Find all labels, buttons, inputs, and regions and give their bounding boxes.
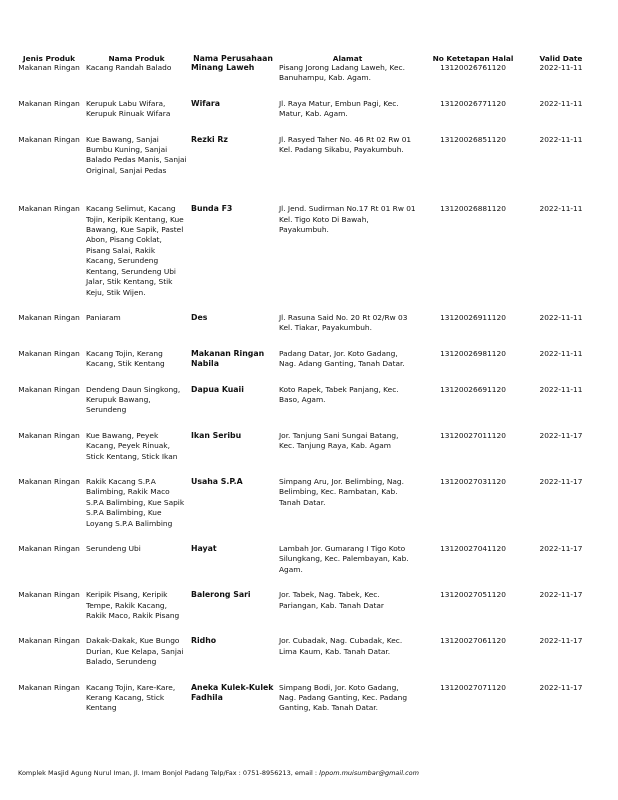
cell-nama-perusahaan: Ridho	[191, 636, 217, 646]
cell-jenis-produk: Makanan Ringan	[18, 348, 80, 358]
table-row	[14, 204, 594, 313]
cell-valid-date: 2022-11-17	[539, 476, 583, 486]
cell-jenis-produk: Makanan Ringan	[18, 636, 80, 646]
cell-jenis-produk: Makanan Ringan	[18, 544, 80, 553]
cell-alamat: Lambah Jor. Gumarang I Tigo Koto Silungkang, Kec. Palembayan, Kab. Agam.	[279, 544, 409, 574]
cell-nama-produk: Kacang Tojin, Kerang Kacang, Stik Kentang	[86, 348, 165, 369]
cell-alamat: Pisang Jorong Ladang Laweh, Kec. Banuhampu, Kab. Agam.	[279, 63, 405, 83]
table-body	[14, 63, 594, 729]
table-row	[14, 385, 594, 431]
cell-nama-produk: Kacang Tojin, Kare-Kare, Kerang Kacang, Stick Kentang	[86, 682, 176, 713]
cell-valid-date: 2022-11-17	[539, 430, 583, 440]
cell-nama-produk: Keripik Pisang, Keripik Tempe, Rakik Kacang, Rakik Maco, Rakik Pisang	[86, 590, 180, 621]
cell-alamat: Simpang Aru, Jor. Belimbing, Nag. Belimbing, Kec. Rambatan, Kab. Tanah Datar.	[279, 476, 404, 507]
cell-no-ketetapan-halal: 13120026881120	[440, 204, 506, 214]
cell-valid-date: 2022-11-17	[539, 590, 583, 600]
cell-jenis-produk: Makanan Ringan	[18, 98, 80, 108]
cell-alamat: Jl. Raya Matur, Embun Pagi, Kec. Matur, Kab. Agam.	[279, 98, 399, 119]
cell-valid-date: 2022-11-11	[539, 384, 583, 394]
table-row	[14, 63, 594, 99]
cell-no-ketetapan-halal: 13120026851120	[440, 134, 506, 144]
header-jenis-produk: Jenis Produk	[22, 54, 76, 63]
cell-nama-produk: Kerupuk Labu Wifara, Kerupuk Rinuak Wifara	[86, 98, 171, 119]
cell-jenis-produk: Makanan Ringan	[18, 384, 80, 394]
cell-nama-produk: Paniaram	[86, 312, 121, 322]
cell-no-ketetapan-halal: 13120026911120	[440, 312, 506, 322]
cell-valid-date: 2022-11-17	[539, 682, 583, 692]
cell-nama-perusahaan: Rezki Rz	[191, 134, 228, 144]
cell-no-ketetapan-halal: 13120027011120	[440, 430, 506, 440]
cell-valid-date: 2022-11-11	[539, 63, 583, 72]
table-row	[14, 313, 594, 349]
cell-jenis-produk: Makanan Ringan	[18, 476, 80, 486]
footer-email: lppom.muisumbar@gmail.com	[319, 769, 419, 777]
cell-alamat: Padang Datar, Jor. Koto Gadang, Nag. Adang Ganting, Tanah Datar.	[279, 348, 405, 369]
cell-no-ketetapan-halal: 13120026981120	[440, 348, 506, 358]
cell-nama-produk: Kue Bawang, Sanjai Bumbu Kuning, Sanjai Balado Pedas Manis, Sanjai Original, Sanjai Pedas	[86, 134, 187, 175]
cell-jenis-produk: Makanan Ringan	[18, 204, 80, 214]
cell-jenis-produk: Makanan Ringan	[18, 682, 80, 692]
header-nama-produk: Nama Produk	[108, 54, 165, 63]
cell-alamat: Koto Rapek, Tabek Panjang, Kec. Baso, Agam.	[279, 384, 399, 404]
cell-nama-perusahaan: Usaha S.P.A	[191, 476, 243, 486]
header-valid-date: Valid Date	[539, 54, 583, 63]
table-header-row	[14, 54, 594, 63]
cell-valid-date: 2022-11-11	[539, 348, 583, 358]
header-no-ketetapan-halal: No Ketetapan Halal	[432, 54, 514, 63]
cell-alamat: Jl. Jend. Sudirman No.17 Rt 01 Rw 01 Kel. Tigo Koto Di Bawah, Payakumbuh.	[279, 204, 416, 235]
cell-nama-perusahaan: Hayat	[191, 544, 217, 553]
cell-no-ketetapan-halal: 13120027041120	[440, 544, 506, 553]
cell-no-ketetapan-halal: 13120027061120	[440, 636, 506, 646]
table-row	[14, 636, 594, 682]
table-row	[14, 349, 594, 385]
cell-nama-perusahaan: Bunda F3	[191, 204, 233, 214]
cell-nama-produk: Kacang Selimut, Kacang Tojin, Keripik Kentang, Kue Bawang, Kue Sapik, Pastel Abon, Pisang Coklat, Pisang Salai, Rakik Kacang, Serundeng Kentang, Serundeng Ubi Jalar, Stik Kentang, Stik Keju, Stik Wijen.	[86, 204, 184, 297]
header-alamat: Alamat	[332, 54, 363, 63]
cell-valid-date: 2022-11-11	[539, 98, 583, 108]
cell-alamat: Jor. Tanjung Sani Sungai Batang, Kec. Tanjung Raya, Kab. Agam	[279, 430, 399, 451]
cell-no-ketetapan-halal: 13120027051120	[440, 590, 506, 600]
cell-nama-perusahaan: Des	[191, 312, 208, 322]
footer-address: Komplek Masjid Agung Nurul Iman, Jl. Imam Bonjol Padang Telp/Fax : 0751-8956213, email :	[18, 769, 320, 777]
cell-jenis-produk: Makanan Ringan	[18, 63, 80, 72]
cell-no-ketetapan-halal: 13120026691120	[440, 384, 506, 394]
cell-no-ketetapan-halal: 13120026771120	[440, 98, 506, 108]
cell-jenis-produk: Makanan Ringan	[18, 590, 80, 600]
cell-nama-produk: Rakik Kacang S.P.A Balimbing, Rakik Maco S.P.A Balimbing, Kue Sapik S.P.A Balimbing, Kue Loyang S.P.A Balimbing	[86, 476, 185, 528]
header-nama-perusahaan: Nama Perusahaan	[193, 54, 273, 63]
cell-nama-perusahaan: Aneka Kulek-Kulek Fadhila	[191, 682, 274, 703]
table-row	[14, 477, 594, 544]
halal-certificate-table	[14, 54, 594, 729]
cell-nama-perusahaan: Dapua Kuaii	[191, 384, 244, 394]
cell-valid-date: 2022-11-17	[539, 636, 583, 646]
cell-valid-date: 2022-11-11	[539, 204, 583, 214]
cell-alamat: Jl. Rasyed Taher No. 46 Rt 02 Rw 01 Kel. Padang Sikabu, Payakumbuh.	[279, 134, 412, 155]
table-row	[14, 544, 594, 590]
cell-nama-perusahaan: Balerong Sari	[191, 590, 251, 600]
cell-no-ketetapan-halal: 13120027071120	[440, 682, 506, 692]
cell-jenis-produk: Makanan Ringan	[18, 312, 80, 322]
table-row	[14, 590, 594, 636]
cell-valid-date: 2022-11-17	[539, 544, 583, 553]
cell-nama-perusahaan: Ikan Seribu	[191, 430, 242, 440]
table-row	[14, 431, 594, 477]
table-row	[14, 683, 594, 729]
cell-no-ketetapan-halal: 13120027031120	[440, 476, 506, 486]
cell-jenis-produk: Makanan Ringan	[18, 430, 80, 440]
cell-nama-perusahaan: Minang Laweh	[191, 63, 255, 72]
cell-valid-date: 2022-11-11	[539, 134, 583, 144]
cell-alamat: Jor. Cubadak, Nag. Cubadak, Kec. Lima Kaum, Kab. Tanah Datar.	[279, 636, 403, 656]
cell-jenis-produk: Makanan Ringan	[18, 134, 80, 144]
cell-alamat: Simpang Bodi, Jor. Koto Gadang, Nag. Padang Ganting, Kec. Padang Ganting, Kab. Tanah Datar.	[279, 682, 408, 713]
cell-nama-produk: Kacang Randah Balado	[86, 63, 172, 72]
cell-nama-perusahaan: Wifara	[191, 98, 221, 108]
cell-no-ketetapan-halal: 13120026761120	[440, 63, 506, 72]
cell-nama-produk: Serundeng Ubi	[86, 544, 141, 553]
cell-alamat: Jl. Rasuna Said No. 20 Rt 02/Rw 03 Kel. Tiakar, Payakumbuh.	[279, 312, 408, 333]
cell-nama-produk: Dakak-Dakak, Kue Bungo Durian, Kue Kelapa, Sanjai Balado, Serundeng	[86, 636, 184, 667]
cell-nama-perusahaan: Makanan Ringan Nabila	[191, 348, 265, 369]
page-footer	[18, 769, 419, 777]
cell-nama-produk: Kue Bawang, Peyek Kacang, Peyek Rinuak, Stick Kentang, Stick Ikan	[86, 430, 178, 461]
cell-valid-date: 2022-11-11	[539, 312, 583, 322]
cell-nama-produk: Dendeng Daun Singkong, Kerupuk Bawang, Serundeng	[86, 384, 181, 415]
table-row	[14, 99, 594, 135]
cell-alamat: Jor. Tabek, Nag. Tabek, Kec. Pariangan, Kab. Tanah Datar	[279, 590, 384, 610]
table-row	[14, 135, 594, 205]
